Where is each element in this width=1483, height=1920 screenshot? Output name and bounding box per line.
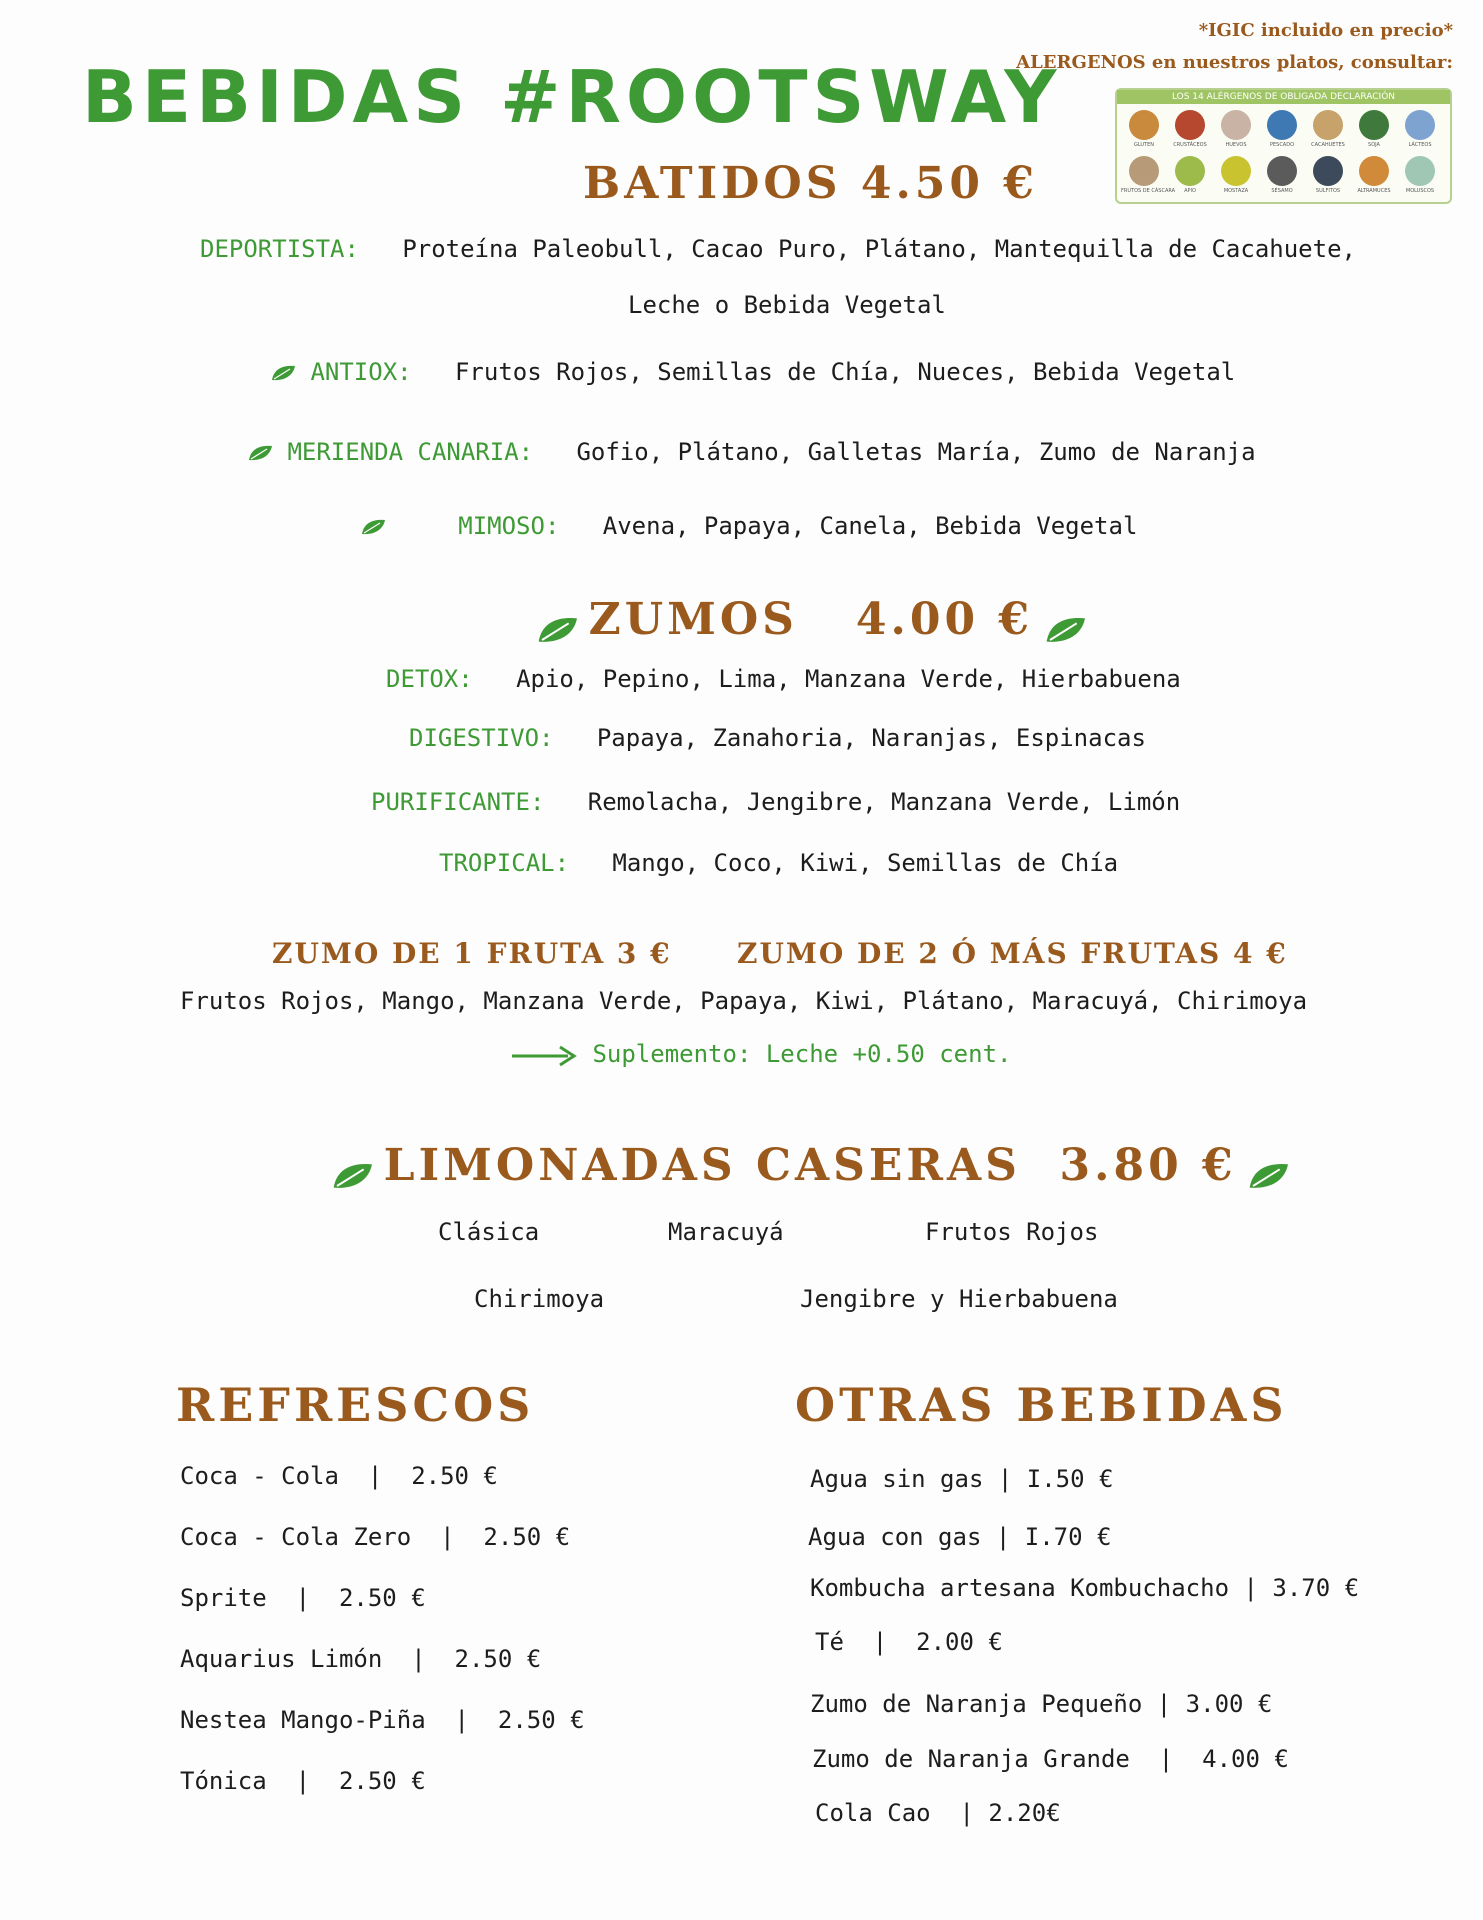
batido-label: MERIENDA CANARIA: <box>287 438 534 466</box>
otra-item: Té | 2.00 € <box>815 1628 1003 1656</box>
igic-note: *IGIC incluido en precio* <box>1198 20 1453 41</box>
batido-mimoso <box>360 512 1137 540</box>
zumo-detox <box>386 665 1181 693</box>
zumo-text: Apio, Pepino, Lima, Manzana Verde, Hierbabuena <box>516 665 1181 693</box>
supplement-text: Suplemento: Leche +0.50 cent. <box>592 1040 1012 1068</box>
otras-heading: OTRAS BEBIDAS <box>795 1378 1288 1432</box>
refresco-item: Coca - Cola | 2.50 € <box>180 1462 498 1490</box>
allergen-icon <box>1405 110 1435 148</box>
leaf-icon <box>1246 1161 1290 1191</box>
zumo-one-fruit: ZUMO DE 1 FRUTA 3 € <box>272 937 672 970</box>
allergen-label: LÁCTEOS <box>1408 142 1432 148</box>
allergen-label: HUEVOS <box>1225 142 1247 148</box>
limonadas-heading: LIMONADAS CASERAS 3.80 € <box>383 1140 1237 1191</box>
refresco-item: Nestea Mango-Piña | 2.50 € <box>180 1706 585 1734</box>
allergen-icon <box>1221 156 1251 194</box>
zumo-text: Papaya, Zanahoria, Naranjas, Espinacas <box>596 724 1146 752</box>
allergen-icon <box>1357 156 1391 194</box>
allergen-label: FRUTOS DE CÁSCARA <box>1121 188 1176 194</box>
allergen-label: SOJA <box>1368 142 1380 148</box>
zumo-label: DIGESTIVO: <box>409 724 554 752</box>
otra-item: Kombucha artesana Kombuchacho | 3.70 € <box>810 1574 1360 1602</box>
refresco-item: Coca - Cola Zero | 2.50 € <box>180 1523 571 1551</box>
allergen-icon <box>1359 110 1389 148</box>
batido-text: Avena, Papaya, Canela, Bebida Vegetal <box>602 512 1138 540</box>
otra-item: Cola Cao | 2.20€ <box>815 1799 1061 1827</box>
limonada-flavor: Clásica <box>438 1218 540 1246</box>
leaf-icon <box>330 1161 374 1191</box>
allergen-icon <box>1175 156 1205 194</box>
allergen-icon <box>1221 110 1251 148</box>
refresco-item: Sprite | 2.50 € <box>180 1584 426 1612</box>
limonadas-heading-row <box>330 1140 1290 1191</box>
allergen-icon <box>1121 156 1176 194</box>
refresco-item: Tónica | 2.50 € <box>180 1767 426 1795</box>
zumo-label: TROPICAL: <box>439 849 570 877</box>
leaf-icon <box>270 364 296 382</box>
allergen-icon <box>1405 156 1435 194</box>
refrescos-heading: REFRESCOS <box>176 1378 535 1432</box>
allergen-icon <box>1173 110 1207 148</box>
allergen-icon <box>1313 156 1343 194</box>
batido-deportista <box>200 235 1356 263</box>
limonada-flavor: Chirimoya <box>474 1285 605 1313</box>
batido-label: DEPORTISTA: <box>200 235 359 263</box>
allergen-icon <box>1129 110 1159 148</box>
batido-text: Frutos Rojos, Semillas de Chía, Nueces, Bebida Vegetal <box>454 358 1236 386</box>
zumo-purificante <box>371 788 1180 816</box>
allergen-label: SÉSAMO <box>1271 188 1293 194</box>
allergen-note: ALERGENOS en nuestros platos, consultar: <box>1016 52 1453 73</box>
refresco-item: Aquarius Limón | 2.50 € <box>180 1645 542 1673</box>
allergen-label: APIO <box>1184 188 1196 194</box>
limonada-flavor: Jengibre y Hierbabuena <box>800 1285 1118 1313</box>
fruits-list: Frutos Rojos, Mango, Manzana Verde, Papaya, Kiwi, Plátano, Maracuyá, Chirimoya <box>180 987 1308 1015</box>
allergen-icon <box>1311 110 1345 148</box>
leaf-icon <box>247 444 273 462</box>
allergen-label: GLUTEN <box>1133 142 1155 148</box>
arrow-right-icon <box>510 1043 578 1067</box>
allergen-label: ALTRAMUCES <box>1357 188 1391 194</box>
batido-deportista-cont: Leche o Bebida Vegetal <box>628 291 946 319</box>
allergen-board-title: LOS 14 ALÉRGENOS DE OBLIGADA DECLARACIÓN <box>1117 90 1450 104</box>
zumos-heading: ZUMOS 4.00 € <box>588 594 1033 645</box>
zumo-text: Remolacha, Jengibre, Manzana Verde, Limón <box>587 788 1181 816</box>
allergen-label: SULFITOS <box>1315 188 1341 194</box>
allergen-label: CRUSTÁCEOS <box>1173 142 1207 148</box>
allergen-label: PESCADO <box>1269 142 1295 148</box>
otra-item: Zumo de Naranja Grande | 4.00 € <box>812 1745 1289 1773</box>
zumo-label: PURIFICANTE: <box>371 788 545 816</box>
leaf-icon <box>1043 615 1087 645</box>
zumo-text: Mango, Coco, Kiwi, Semillas de Chía <box>612 849 1119 877</box>
allergen-label: MOSTAZA <box>1223 188 1249 194</box>
batido-text: Gofio, Plátano, Galletas María, Zumo de Naranja <box>576 438 1256 466</box>
batido-merienda <box>247 438 1256 466</box>
zumos-heading-row <box>535 594 1087 645</box>
otra-item: Zumo de Naranja Pequeño | 3.00 € <box>810 1690 1273 1718</box>
otra-item: Agua sin gas | I.50 € <box>810 1465 1114 1493</box>
batido-label: ANTIOX: <box>310 358 412 386</box>
limonada-flavor: Maracuyá <box>668 1218 784 1246</box>
allergen-label: MOLUSCOS <box>1405 188 1435 194</box>
limonada-flavor: Frutos Rojos <box>925 1218 1099 1246</box>
batido-label: MIMOSO: <box>458 512 560 540</box>
allergen-icon <box>1267 156 1297 194</box>
supplement-row <box>510 1040 1011 1068</box>
leaf-icon <box>360 518 386 536</box>
batidos-heading: BATIDOS 4.50 € <box>583 158 1038 209</box>
page-title: BEBIDAS #ROOTSWAY <box>82 55 1062 139</box>
allergen-board <box>1115 88 1452 204</box>
allergen-icon <box>1267 110 1297 148</box>
zumo-tropical <box>439 849 1118 877</box>
batido-antiox <box>270 358 1235 386</box>
leaf-icon <box>535 615 579 645</box>
otra-item: Agua con gas | I.70 € <box>808 1523 1112 1551</box>
zumo-label: DETOX: <box>386 665 473 693</box>
allergen-label: CACAHUETES <box>1311 142 1345 148</box>
batido-text: Proteína Paleobull, Cacao Puro, Plátano, Mantequilla de Cacahuete, <box>402 235 1356 263</box>
zumo-two-fruits: ZUMO DE 2 Ó MÁS FRUTAS 4 € <box>737 937 1288 970</box>
zumo-digestivo <box>409 724 1146 752</box>
